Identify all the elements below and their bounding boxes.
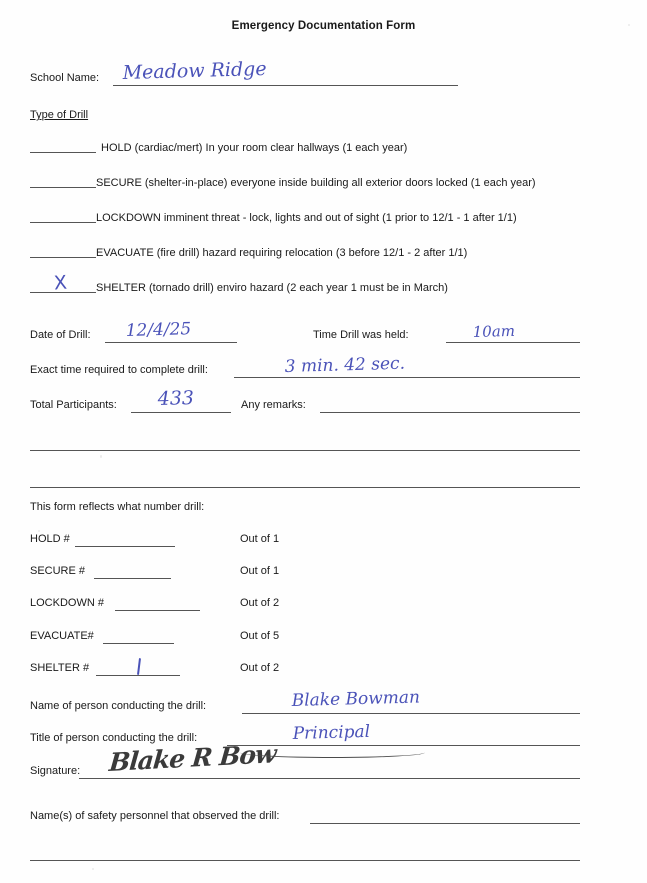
- time-held-label: Time Drill was held:: [313, 329, 409, 341]
- drill-number-heading: This form reflects what number drill:: [30, 501, 205, 513]
- drill-number-label-lockdown: LOCKDOWN #: [30, 597, 104, 609]
- signature-label: Signature:: [30, 765, 81, 777]
- scan-speckle: [38, 530, 40, 532]
- type-of-drill-heading: Type of Drill: [30, 109, 89, 121]
- participants-label: Total Participants:: [30, 399, 117, 411]
- drill-number-blank-evacuate[interactable]: [103, 643, 174, 644]
- drill-number-blank-lockdown[interactable]: [115, 610, 200, 611]
- observers-rule-2[interactable]: [30, 860, 580, 861]
- time-held-rule[interactable]: [446, 342, 580, 343]
- drill-number-value-shelter: [137, 658, 141, 675]
- observers-rule-1[interactable]: [310, 823, 580, 824]
- remarks-rule-1[interactable]: [320, 412, 580, 413]
- duration-rule[interactable]: [234, 377, 580, 378]
- drill-option-label-lockdown: LOCKDOWN imminent threat - lock, lights and out of sight (1 prior to 12/1 - 1 after 1/1): [96, 212, 517, 224]
- remarks-rule-2[interactable]: [30, 450, 580, 451]
- date-of-drill-value: 12/4/25: [125, 319, 192, 341]
- drill-number-outof-lockdown: Out of 2: [240, 597, 280, 609]
- participants-value: 433: [157, 386, 195, 410]
- drill-number-outof-evacuate: Out of 5: [240, 630, 280, 642]
- drill-number-outof-shelter: Out of 2: [240, 662, 280, 674]
- duration-label: Exact time required to complete drill:: [30, 364, 208, 376]
- participants-rule[interactable]: [131, 412, 231, 413]
- signature-rule[interactable]: [79, 778, 580, 779]
- conductor-name-value: Blake Bowman: [291, 687, 421, 711]
- drill-number-blank-hold[interactable]: [75, 546, 175, 547]
- drill-option-label-hold: HOLD (cardiac/mert) In your room clear hallways (1 each year): [101, 142, 408, 154]
- signature-value: Blake R Bow: [108, 739, 277, 777]
- drill-number-outof-secure: Out of 1: [240, 565, 280, 577]
- date-of-drill-label: Date of Drill:: [30, 329, 91, 341]
- scan-speckle: [100, 455, 102, 458]
- remarks-rule-3[interactable]: [30, 487, 580, 488]
- drill-number-blank-secure[interactable]: [94, 578, 171, 579]
- drill-number-label-evacuate: EVACUATE#: [30, 630, 94, 642]
- drill-option-blank-secure[interactable]: [30, 187, 96, 188]
- drill-option-label-evacuate: EVACUATE (fire drill) hazard requiring relocation (3 before 12/1 - 2 after 1/1): [96, 247, 468, 259]
- conductor-name-rule[interactable]: [242, 713, 580, 714]
- observers-label: Name(s) of safety personnel that observed the drill:: [30, 810, 280, 822]
- signature-flourish: [240, 747, 425, 758]
- conductor-title-value: Principal: [292, 721, 371, 744]
- drill-option-label-secure: SECURE (shelter-in-place) everyone inside building all exterior doors locked (1 each year): [96, 177, 536, 189]
- conductor-title-rule[interactable]: [227, 745, 580, 746]
- drill-option-blank-hold[interactable]: [30, 152, 96, 153]
- date-of-drill-rule[interactable]: [105, 342, 237, 343]
- duration-value: 3 min. 42 sec.: [284, 353, 406, 377]
- drill-option-blank-evacuate[interactable]: [30, 257, 96, 258]
- school-name-label: School Name:: [30, 72, 100, 84]
- drill-option-blank-lockdown[interactable]: [30, 222, 96, 223]
- school-name-rule[interactable]: [113, 85, 458, 86]
- conductor-name-label: Name of person conducting the drill:: [30, 700, 207, 712]
- drill-option-label-shelter: SHELTER (tornado drill) enviro hazard (2 each year 1 must be in March): [96, 282, 448, 294]
- page-title: Emergency Documentation Form: [231, 20, 416, 32]
- drill-number-label-secure: SECURE #: [30, 565, 86, 577]
- school-name-value: Meadow Ridge: [122, 57, 267, 84]
- drill-number-label-hold: HOLD #: [30, 533, 70, 545]
- drill-number-outof-hold: Out of 1: [240, 533, 280, 545]
- remarks-label: Any remarks:: [241, 399, 306, 411]
- time-held-value: 10am: [472, 321, 516, 341]
- drill-number-blank-shelter[interactable]: [96, 675, 180, 676]
- scan-speckle: [628, 24, 630, 26]
- scan-speckle: [92, 868, 94, 870]
- shelter-check-mark: X: [53, 271, 68, 295]
- drill-number-label-shelter: SHELTER #: [30, 662, 90, 674]
- conductor-title-label: Title of person conducting the drill:: [30, 732, 198, 744]
